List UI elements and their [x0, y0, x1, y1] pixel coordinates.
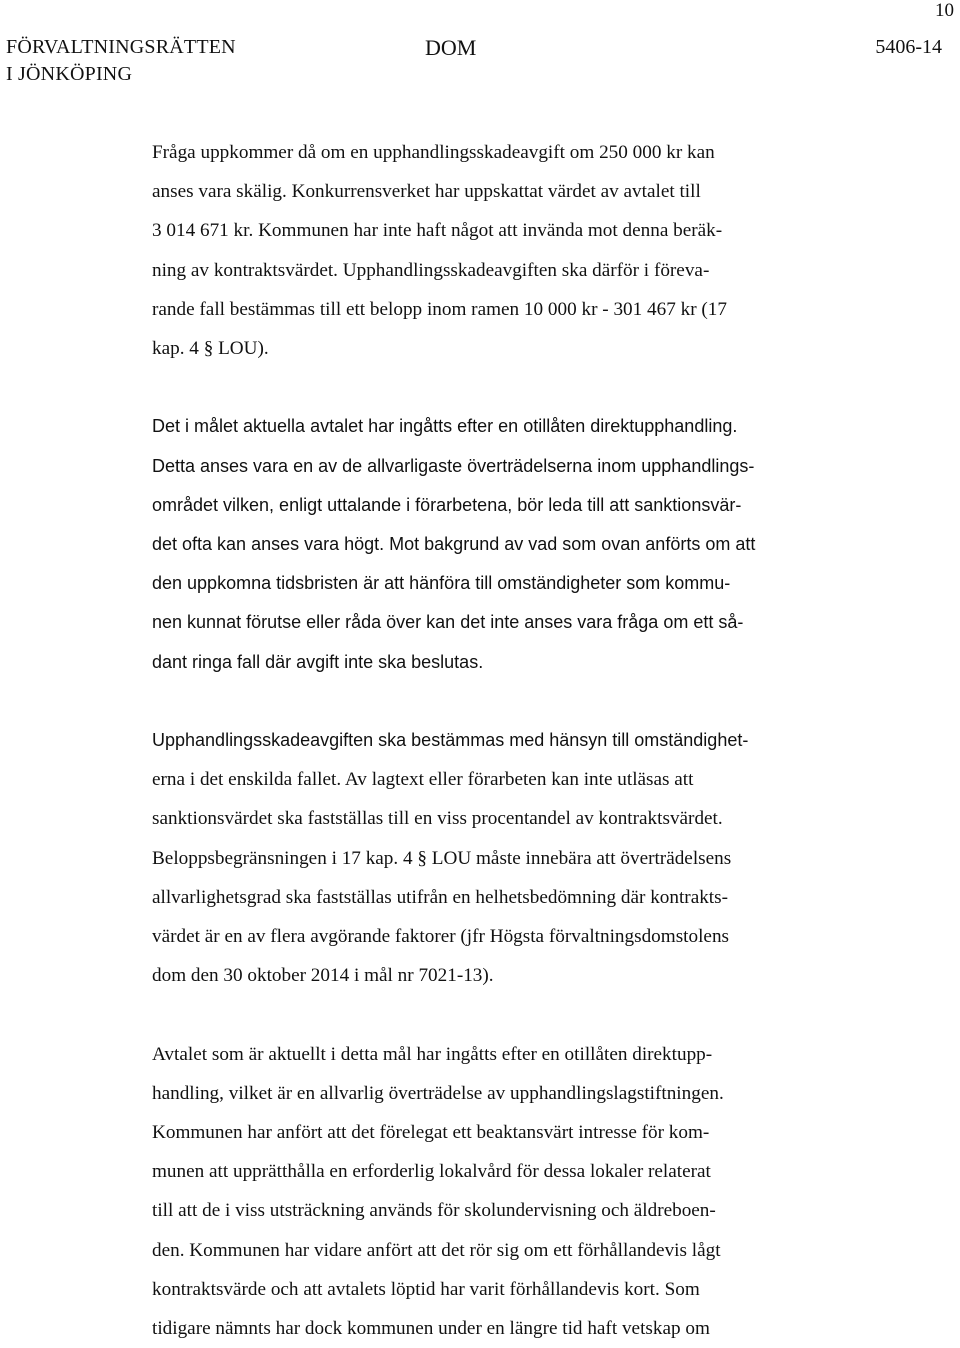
text-line: Beloppsbegränsningen i 17 kap. 4 § LOU måste innebära att överträdelsens [152, 847, 732, 869]
text-line: Fråga uppkommer då om en upphandlingsskadeavgift om 250 000 kr kan [152, 142, 715, 163]
text-line: det ofta kan anses vara högt. Mot bakgrund av vad som ovan anförts om att [152, 534, 756, 555]
text-line: Upphandlingsskadeavgiften ska bestämmas med hänsyn till omständighet- [152, 730, 749, 751]
text-line: allvarlighetsgrad ska fastställas utifrån en helhetsbedömning där kontrakts- [152, 886, 728, 908]
text-line: dom den 30 oktober 2014 i mål nr 7021-13). [152, 965, 494, 987]
text-line: kontraktsvärde och att avtalets löptid har varit förhållandevis kort. Som [152, 1278, 700, 1300]
court-name-line-2: I JÖNKÖPING [6, 63, 133, 85]
text-line: dant ringa fall där avgift inte ska beslutas. [152, 651, 484, 672]
document-body [152, 133, 852, 1348]
text-line: anses vara skälig. Konkurrensverket har uppskattat värdet av avtalet till [152, 181, 701, 203]
text-line: erna i det enskilda fallet. Av lagtext eller förarbeten kan inte utläsas att [152, 769, 694, 791]
text-line: ning av kontraktsvärdet. Upphandlingsskadeavgiften ska därför i föreva- [152, 259, 710, 281]
text-line: sanktionsvärdet ska fastställas till en viss procentandel av kontraktsvärdet. [152, 808, 723, 830]
text-line: nen kunnat förutse eller råda över kan det inte anses vara fråga om ett så- [152, 612, 744, 633]
text-line: 3 014 671 kr. Kommunen har inte haft något att invända mot denna beräk- [152, 220, 723, 242]
text-line: munen att upprätthålla en erforderlig lokalvård för dessa lokaler relaterat [152, 1161, 711, 1183]
paragraph-4 [152, 1035, 852, 1348]
text-line: området vilken, enligt uttalande i förarbetena, bör leda till att sanktionsvär- [152, 494, 742, 515]
text-line: Detta anses vara en av de allvarligaste överträdelserna inom upphandlings- [152, 455, 755, 476]
text-line: den. Kommunen har vidare anfört att det rör sig om ett förhållandevis lågt [152, 1239, 721, 1261]
paragraph-3 [152, 721, 852, 995]
paragraph-2 [152, 407, 852, 681]
text-line: tidigare nämnts har dock kommunen under en längre tid haft vetskap om [152, 1318, 710, 1340]
page-number: 10 [935, 0, 954, 21]
document-type: DOM [425, 35, 477, 60]
text-line: värdet är en av flera avgörande faktorer (jfr Högsta förvaltningsdomstolens [152, 926, 730, 948]
court-name [6, 34, 236, 88]
text-line: rande fall bestämmas till ett belopp inom ramen 10 000 kr - 301 467 kr (17 [152, 298, 727, 320]
text-line: handling, vilket är en allvarlig överträdelse av upphandlingslagstiftningen. [152, 1082, 724, 1104]
text-line: den uppkomna tidsbristen är att hänföra till omständigheter som kommu- [152, 573, 731, 594]
text-line: till att de i viss utsträckning används för skolundervisning och äldreboen- [152, 1200, 716, 1222]
paragraph-1 [152, 133, 852, 368]
court-name-line-1: FÖRVALTNINGSRÄTTEN [6, 36, 236, 58]
text-line: kap. 4 § LOU). [152, 338, 269, 360]
text-line: Kommunen har anfört att det förelegat ett beaktansvärt intresse för kom- [152, 1122, 710, 1144]
case-number: 5406-14 [875, 36, 942, 58]
text-line: Det i målet aktuella avtalet har ingåtts efter en otillåten direktupphandling. [152, 416, 738, 437]
text-line: Avtalet som är aktuellt i detta mål har ingåtts efter en otillåten direktupp- [152, 1043, 713, 1065]
